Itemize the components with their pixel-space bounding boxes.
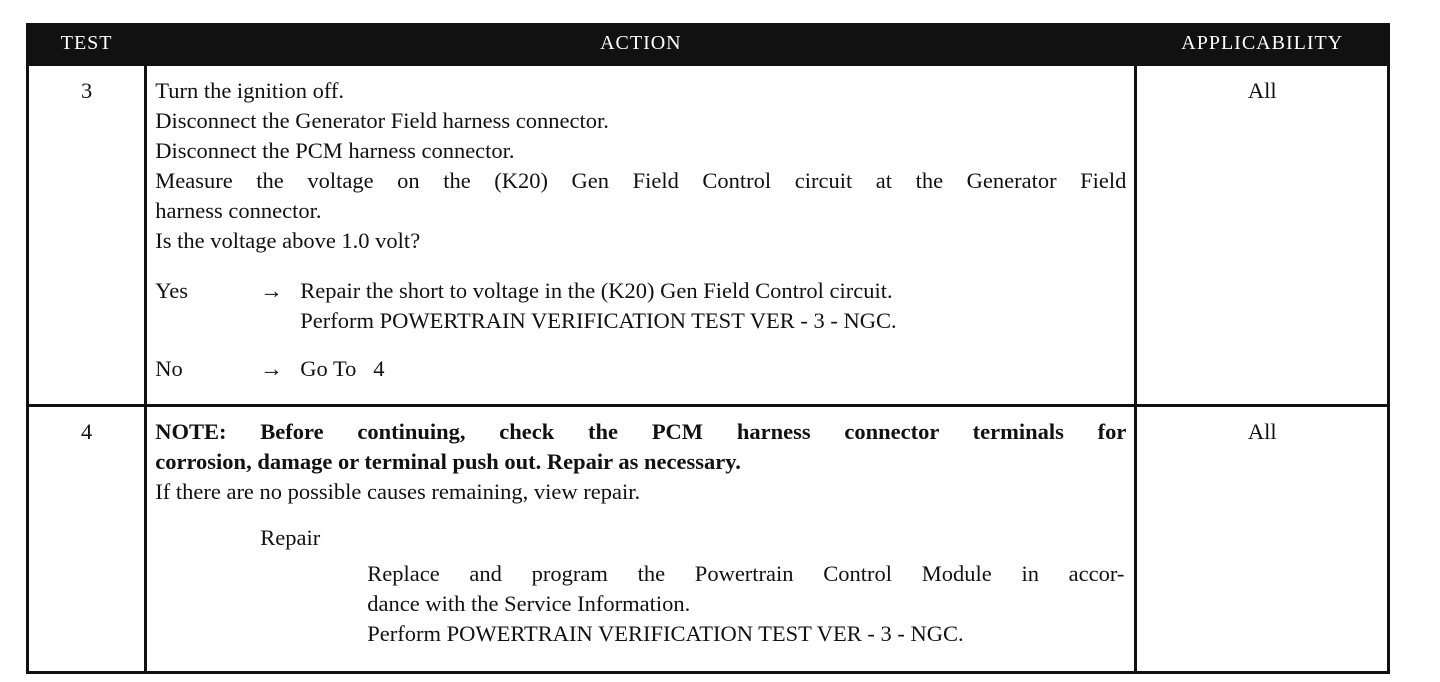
action-cell [146,65,1136,406]
test-number: 4 [28,406,146,673]
yes-label: Yes [155,278,188,303]
table-row-test-4 [28,406,1389,673]
repair-line: Perform POWERTRAIN VERIFICATION TEST VER - 3 - NGC. [367,621,964,646]
yes-result [300,276,1126,336]
header-applicability: APPLICABILITY [1136,23,1389,65]
action-line: Disconnect the PCM harness connector. [155,138,515,163]
no-label: No [155,356,183,381]
repair-body [367,559,1124,649]
header-test: TEST [28,23,146,65]
test-number: 3 [28,65,146,406]
applicability-value: All [1136,406,1389,673]
header-action: ACTION [146,23,1136,65]
note-line: corrosion, damage or terminal push out. Repair as necessary. [155,449,741,474]
right-arrow-icon: → [260,356,283,381]
yes-result-line: Repair the short to voltage in the (K20) Gen Field Control circuit. [300,278,893,303]
diagnostic-table [26,23,1390,674]
no-answer [155,354,1126,384]
action-line: Disconnect the Generator Field harness connector. [155,108,609,133]
applicability-value: All [1136,65,1389,406]
action-line: harness connector. [155,198,322,223]
right-arrow-icon: → [260,278,283,303]
action-line: Turn the ignition off. [155,78,345,103]
repair-label: Repair [260,525,321,550]
info-line: If there are no possible causes remaining, view repair. [155,479,641,504]
yes-result-line: Perform POWERTRAIN VERIFICATION TEST VER - 3 - NGC. [300,308,897,333]
action-line: Measure the voltage on the (K20) Gen Field Control circuit at the Generator Field [155,168,1127,193]
action-cell [146,406,1136,673]
action-question: Is the voltage above 1.0 volt? [155,228,421,253]
note-line: NOTE: Before continuing, check the PCM harness connector terminals for [155,419,1127,444]
yes-answer [155,276,1126,336]
no-result: Go To 4 [300,356,385,381]
repair-line: Replace and program the Powertrain Control Module in accor- [367,561,1125,586]
table-row-test-3 [28,65,1389,406]
repair-line: dance with the Service Information. [367,591,691,616]
header-row [28,23,1389,65]
